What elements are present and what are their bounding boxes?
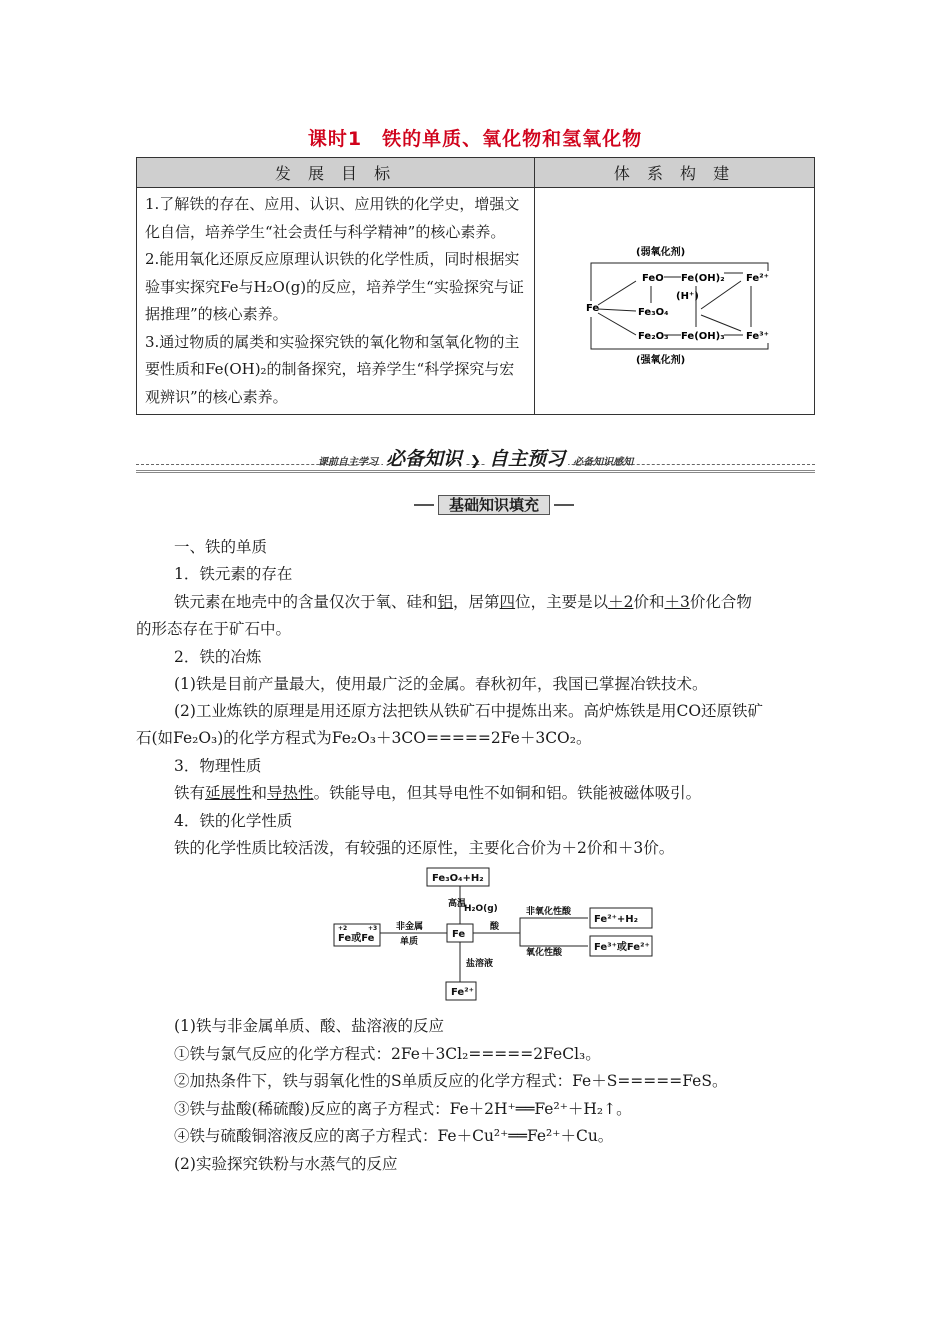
chevron-icon: ❯ xyxy=(470,454,481,469)
left-box-p2: +2 xyxy=(338,925,348,932)
fe-label: Fe xyxy=(586,303,600,314)
fe3-to-fe3o4-arrow xyxy=(701,315,741,331)
fe2-to-fe3o4-arrow xyxy=(701,281,741,309)
goals-table xyxy=(136,157,815,415)
left-box-p3: +3 xyxy=(368,925,378,932)
heading-physical: 3．物理性质 xyxy=(174,757,262,775)
reaction-s: ②加热条件下，铁与弱氧化性的S单质反应的化学方程式：Fe＋S=====FeS。 xyxy=(174,1072,728,1090)
banner-main-2: 自主预习 xyxy=(486,448,568,470)
salt-label: 盐溶液 xyxy=(466,959,494,969)
para-occurrence-cont: 的形态存在于矿石中。 xyxy=(136,620,292,638)
acid-label: 酸 xyxy=(490,922,500,932)
fe3o4-label: Fe₃O₄ xyxy=(638,307,669,318)
high-temp-label: 高温 xyxy=(448,899,467,909)
fe-to-feo-arrow xyxy=(598,281,636,305)
bottom-label: Fe²⁺ xyxy=(451,987,474,998)
reaction-acid: ③铁与盐酸(稀硫酸)反应的离子方程式：Fe＋2H⁺══Fe²⁺＋H₂↑。 xyxy=(174,1100,632,1118)
section-tag xyxy=(414,495,574,515)
para-smelting-2-cont: 石(如Fe₂O₃)的化学方程式为Fe₂O₃＋3CO=====2Fe＋3CO₂。 xyxy=(136,729,592,747)
para-physical: 铁有延展性和导热性。铁能导电，但其导电性不如铜和铝。铁能被磁体吸引。 xyxy=(174,784,702,802)
left-box-label: Fe或Fe xyxy=(338,933,375,944)
right-top-label: Fe²⁺+H₂ xyxy=(594,914,638,925)
fe-to-fe2o3-arrow xyxy=(598,313,636,335)
banner-left: 课前自主学习 xyxy=(317,457,378,468)
section-banner xyxy=(136,444,815,474)
right-bottom-label: Fe³⁺或Fe²⁺ xyxy=(594,942,650,953)
h2o-label: H₂O(g) xyxy=(464,904,498,914)
reaction-cl2: ①铁与氯气反应的化学方程式：2Fe＋3Cl₂=====2FeCl₃。 xyxy=(174,1045,601,1063)
heading-occurrence: 1．铁元素的存在 xyxy=(174,565,293,583)
fe2-label: Fe²⁺ xyxy=(746,273,769,284)
feoh3-label: Fe(OH)₃ xyxy=(681,331,725,342)
elem-label: 单质 xyxy=(400,937,419,947)
feo-label: FeO xyxy=(642,273,664,284)
goal-2: 2.能用氧化还原反应原理认识铁的化学性质，同时根据实验事实探究Fe与H₂O(g)的反应，培养学生“实验探究与证据推理”的核心素养。 xyxy=(145,250,524,323)
h-label: (H⁺) xyxy=(676,291,699,302)
reaction-cuso4: ④铁与硫酸铜溶液反应的离子方程式：Fe＋Cu²⁺══Fe²⁺＋Cu。 xyxy=(174,1127,614,1145)
reaction-heading-2: (2)实验探究铁粉与水蒸气的反应 xyxy=(174,1155,398,1173)
weak-oxidant-label: (弱氧化剂) xyxy=(636,247,686,258)
fe-to-fe3o4-arrow xyxy=(598,309,636,311)
fe2o3-label: Fe₂O₃ xyxy=(638,331,669,342)
strong-oxidant-path xyxy=(591,317,768,349)
banner-right: 必备知识感知 xyxy=(573,457,634,468)
para-chemical: 铁的化学性质比较活泼，有较强的还原性，主要化合价为＋2价和＋3价。 xyxy=(174,839,675,857)
para-smelting-1: (1)铁是目前产量最大，使用最广泛的金属。春秋初年，我国已掌握冶铁技术。 xyxy=(174,675,708,693)
goal-3: 3.通过物质的属类和实验探究铁的氧化物和氢氧化物的主要性质和Fe(OH)₂的制备探究，培养学生“科学探究与宏观辨识”的核心素养。 xyxy=(145,332,520,406)
banner-main-1: 必备知识 xyxy=(383,448,465,470)
top-box-label: Fe₃O₄+H₂ xyxy=(432,873,484,884)
nonox-acid-label: 非氧化性酸 xyxy=(526,907,572,917)
para-occurrence: 铁元素在地壳中的含量仅次于氧、硅和铝，居第四位，主要是以＋2价和＋3价化合物 xyxy=(174,593,752,611)
iron-reactions-diagram xyxy=(330,866,660,1006)
goal-1: 1.了解铁的存在、应用、认识、应用铁的化学史，增强文化自信，培养学生“社会责任与科学精神”的核心素养。 xyxy=(145,195,520,241)
strong-oxidant-label: (强氧化剂) xyxy=(636,355,686,366)
goals-header: 发 展 目 标 xyxy=(137,158,535,188)
goals-cell xyxy=(137,188,535,415)
page-title: 课时1 铁的单质、氧化物和氢氧化物 xyxy=(307,128,643,150)
heading-smelting: 2．铁的冶炼 xyxy=(174,648,262,666)
reaction-heading-1: (1)铁与非金属单质、酸、盐溶液的反应 xyxy=(174,1017,444,1035)
fe3-label: Fe³⁺ xyxy=(746,331,769,342)
center-label: Fe xyxy=(452,929,466,940)
para-smelting-2: (2)工业炼铁的原理是用还原方法把铁从铁矿石中提炼出来。高炉炼铁是用CO还原铁矿 xyxy=(174,702,764,720)
heading-chemical: 4．铁的化学性质 xyxy=(174,812,293,830)
iron-conversion-diagram xyxy=(536,231,813,371)
heading-iron-element: 一、铁的单质 xyxy=(174,538,268,556)
section-title: 基础知识填充 xyxy=(438,495,550,515)
feoh2-label: Fe(OH)₂ xyxy=(681,273,725,284)
structure-header: 体 系 构 建 xyxy=(535,158,815,188)
ox-acid-label: 氧化性酸 xyxy=(526,948,563,958)
structure-cell xyxy=(535,188,815,415)
nonmetal-label: 非金属 xyxy=(396,922,424,932)
